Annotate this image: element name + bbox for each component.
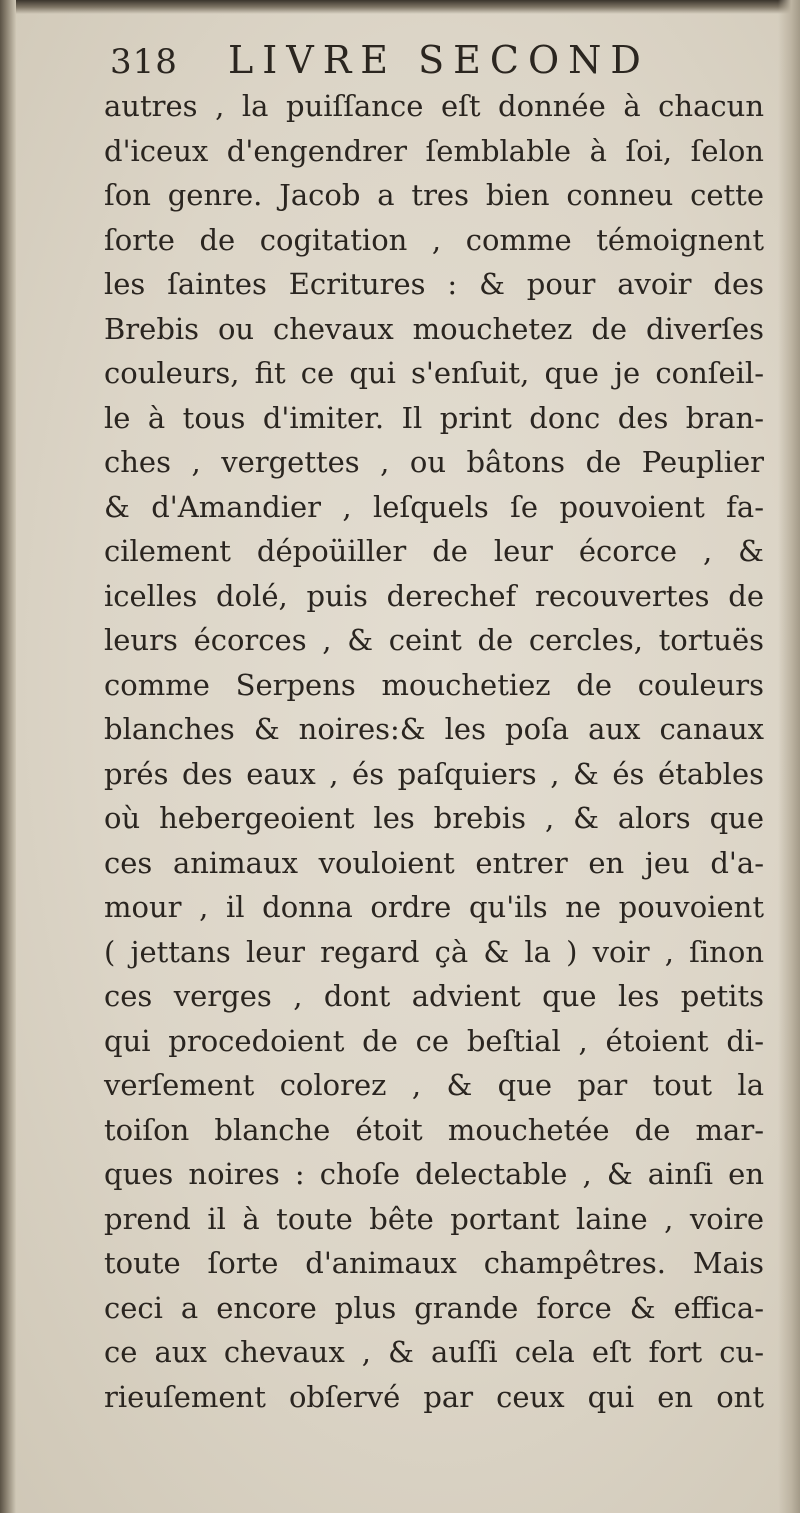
- text-line: d'iceux d'engendrer ſemblable à ſoi, ſelon: [104, 133, 764, 168]
- page-number: 318: [110, 42, 178, 82]
- text-line: toiſon blanche étoit mouchetée de mar-: [104, 1112, 764, 1147]
- page-right-edge-shadow: [778, 0, 800, 1513]
- text-line: & d'Amandier , leſquels ſe pouvoient fa-: [104, 489, 764, 524]
- text-line: les ſaintes Ecritures : & pour avoir des: [104, 267, 764, 301]
- text-line: où hebergeoient les brebis , & alors que: [104, 801, 764, 835]
- page-binding-shadow: [0, 0, 16, 1513]
- text-line: Brebis ou chevaux mouchetez de diverſes: [104, 311, 764, 346]
- text-line: ſon genre. Jacob a tres bien conneu cette: [104, 178, 764, 212]
- text-line: autres , la puiſſance eſt donnée à chacun: [104, 89, 764, 123]
- page-header: [110, 36, 750, 88]
- text-line: ces animaux vouloient entrer en jeu d'a-: [104, 845, 764, 880]
- text-line: leurs écorces , & ceint de cercles, tortuës: [104, 623, 764, 657]
- text-line: ce aux chevaux , & auſſi cela eſt fort cu-: [104, 1335, 764, 1369]
- text-line: cilement dépoüiller de leur écorce , &: [104, 534, 764, 568]
- text-line: verſement colorez , & que par tout la: [104, 1068, 764, 1102]
- running-head: LIVRE SECOND: [228, 38, 650, 82]
- text-line: toute ſorte d'animaux champêtres. Mais: [104, 1246, 764, 1280]
- text-line: prend il à toute bête portant laine , voire: [104, 1201, 764, 1236]
- text-line: ſorte de cogitation , comme témoignent: [104, 222, 764, 257]
- text-line: mour , il donna ordre qu'ils ne pouvoient: [104, 890, 764, 924]
- text-line: comme Serpens mouchetiez de couleurs: [104, 667, 764, 702]
- text-line: blanches & noires:& les poſa aux canaux: [104, 712, 764, 746]
- text-line: ques noires : choſe delectable , & ainſi en: [104, 1157, 764, 1191]
- text-line: prés des eaux , és paſquiers , & és étables: [104, 756, 764, 791]
- body-text: [104, 84, 764, 1419]
- text-line: ces verges , dont advient que les petits: [104, 979, 764, 1013]
- text-line: ( jettans leur regard çà & la ) voir , ſinon: [104, 934, 764, 969]
- text-line: ceci a encore plus grande force & effica-: [104, 1290, 764, 1325]
- text-line: rieuſement obſervé par ceux qui en ont: [104, 1379, 764, 1414]
- text-line: icelles dolé, puis derechef recouvertes de: [104, 578, 764, 613]
- page-top-edge-shadow: [0, 0, 800, 14]
- text-line: ches , vergettes , ou bâtons de Peuplier: [104, 445, 764, 479]
- text-line: couleurs, fit ce qui s'enſuit, que je conſeil-: [104, 356, 764, 390]
- text-line: qui procedoient de ce beſtial , étoient di-: [104, 1023, 764, 1058]
- text-line: le à tous d'imiter. Il print donc des bran-: [104, 400, 764, 435]
